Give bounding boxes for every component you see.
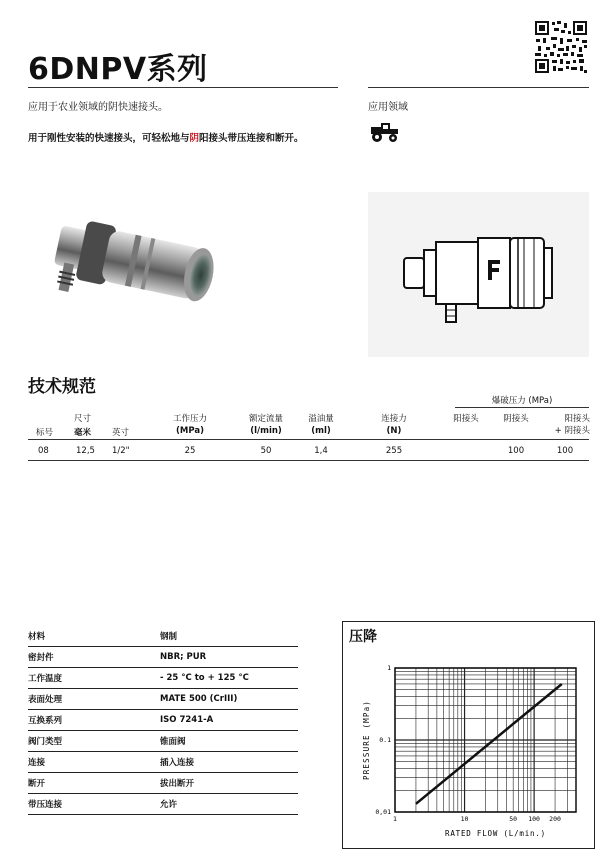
property-label: 带压连接 <box>28 794 160 815</box>
spec-bottom-rule <box>28 460 589 461</box>
property-row <box>28 710 298 731</box>
property-label: 连接 <box>28 752 160 773</box>
chart-title: 压降 <box>349 629 377 645</box>
x-tick-label: 50 <box>509 815 518 823</box>
row-male-female: 100 <box>556 446 574 456</box>
intro-usage-pre: 用于刚性安装的快速接头，可轻松地与 <box>28 133 190 144</box>
property-value: MATE 500 (CrIII) <box>160 689 298 710</box>
application-label: 应用领域 <box>368 102 408 113</box>
property-label: 断开 <box>28 773 160 794</box>
male-female-header-2: + 阴接头 <box>554 426 590 436</box>
intro-description: 应用于农业领域的阴快速接头。 <box>28 102 168 113</box>
spill-header: 溢油量 <box>308 414 334 424</box>
property-row <box>28 647 298 668</box>
spill-unit: (ml) <box>311 426 331 436</box>
code-header: 标号 <box>36 428 54 438</box>
property-row <box>28 752 298 773</box>
property-row <box>28 689 298 710</box>
burst-pressure-header: 爆破压力 (MPa) <box>491 396 553 406</box>
property-label: 阀门类型 <box>28 731 160 752</box>
row-inch: 1/2" <box>112 446 130 456</box>
mm-header: 毫米 <box>74 428 92 438</box>
property-value: NBR; PUR <box>160 647 298 668</box>
tractor-icon <box>368 123 400 143</box>
row-flow: 50 <box>260 446 272 456</box>
burst-header-rule <box>455 407 589 408</box>
property-row <box>28 731 298 752</box>
x-tick-label: 10 <box>460 815 469 823</box>
page-title: 6DNPV系列 <box>28 52 208 87</box>
flow-unit: (l/min) <box>250 426 282 436</box>
x-tick-label: 200 <box>549 815 561 823</box>
header-rule-right <box>368 87 589 88</box>
property-value: 拔出断开 <box>160 773 298 794</box>
property-label: 工作温度 <box>28 668 160 689</box>
row-spill: 1,4 <box>314 446 328 456</box>
property-label: 表面处理 <box>28 689 160 710</box>
spec-section-title: 技术规范 <box>28 377 96 397</box>
work-pressure-unit: (MPa) <box>176 426 204 436</box>
spec-header-rule <box>28 439 589 440</box>
property-value: ISO 7241-A <box>160 710 298 731</box>
row-female: 100 <box>507 446 525 456</box>
property-value: 允许 <box>160 794 298 815</box>
male-header: 阳接头 <box>453 414 479 424</box>
flow-header: 额定流量 <box>248 414 283 424</box>
x-tick-label: 1 <box>393 815 397 823</box>
property-row <box>28 668 298 689</box>
row-mm: 12,5 <box>76 446 95 456</box>
property-value: 钢制 <box>160 626 298 647</box>
work-pressure-header: 工作压力 <box>172 414 207 424</box>
row-code: 08 <box>38 446 49 456</box>
inch-header: 英寸 <box>112 428 130 438</box>
properties-table <box>28 626 298 815</box>
row-work-pressure: 25 <box>184 446 196 456</box>
header-rule-left <box>28 87 338 88</box>
female-header: 阴接头 <box>503 414 529 424</box>
product-drawing <box>368 192 589 357</box>
pressure-drop-line <box>416 684 562 804</box>
row-connect: 255 <box>385 446 403 456</box>
property-label: 材料 <box>28 626 160 647</box>
property-row <box>28 794 298 815</box>
property-row <box>28 773 298 794</box>
product-photo <box>28 192 247 359</box>
intro-usage <box>28 130 304 144</box>
male-female-header-1: 阳接头 <box>564 414 590 424</box>
property-label: 互换系列 <box>28 710 160 731</box>
property-row <box>28 626 298 647</box>
property-value: 插入连接 <box>160 752 298 773</box>
connect-header: 连接力 <box>381 414 407 424</box>
y-axis-label: PRESSURE (MPa) <box>362 699 371 781</box>
y-tick-label: 0.1 <box>379 736 391 744</box>
y-tick-label: 1 <box>387 664 391 672</box>
intro-usage-highlight: 阴 <box>189 133 200 144</box>
intro-usage-post: 阳接头带压连接和断开。 <box>199 133 304 144</box>
x-tick-label: 100 <box>528 815 540 823</box>
property-value: 锥面阀 <box>160 731 298 752</box>
qr-code <box>533 19 589 75</box>
connect-unit: (N) <box>386 426 402 436</box>
property-value: - 25 °C to + 125 °C <box>160 668 298 689</box>
y-tick-label: 0,01 <box>375 808 391 816</box>
size-header: 尺寸 <box>74 414 92 424</box>
x-axis-label: RATED FLOW (L/min.) <box>445 829 546 838</box>
chart-svg <box>343 622 594 848</box>
pressure-drop-chart <box>342 621 595 849</box>
property-label: 密封件 <box>28 647 160 668</box>
